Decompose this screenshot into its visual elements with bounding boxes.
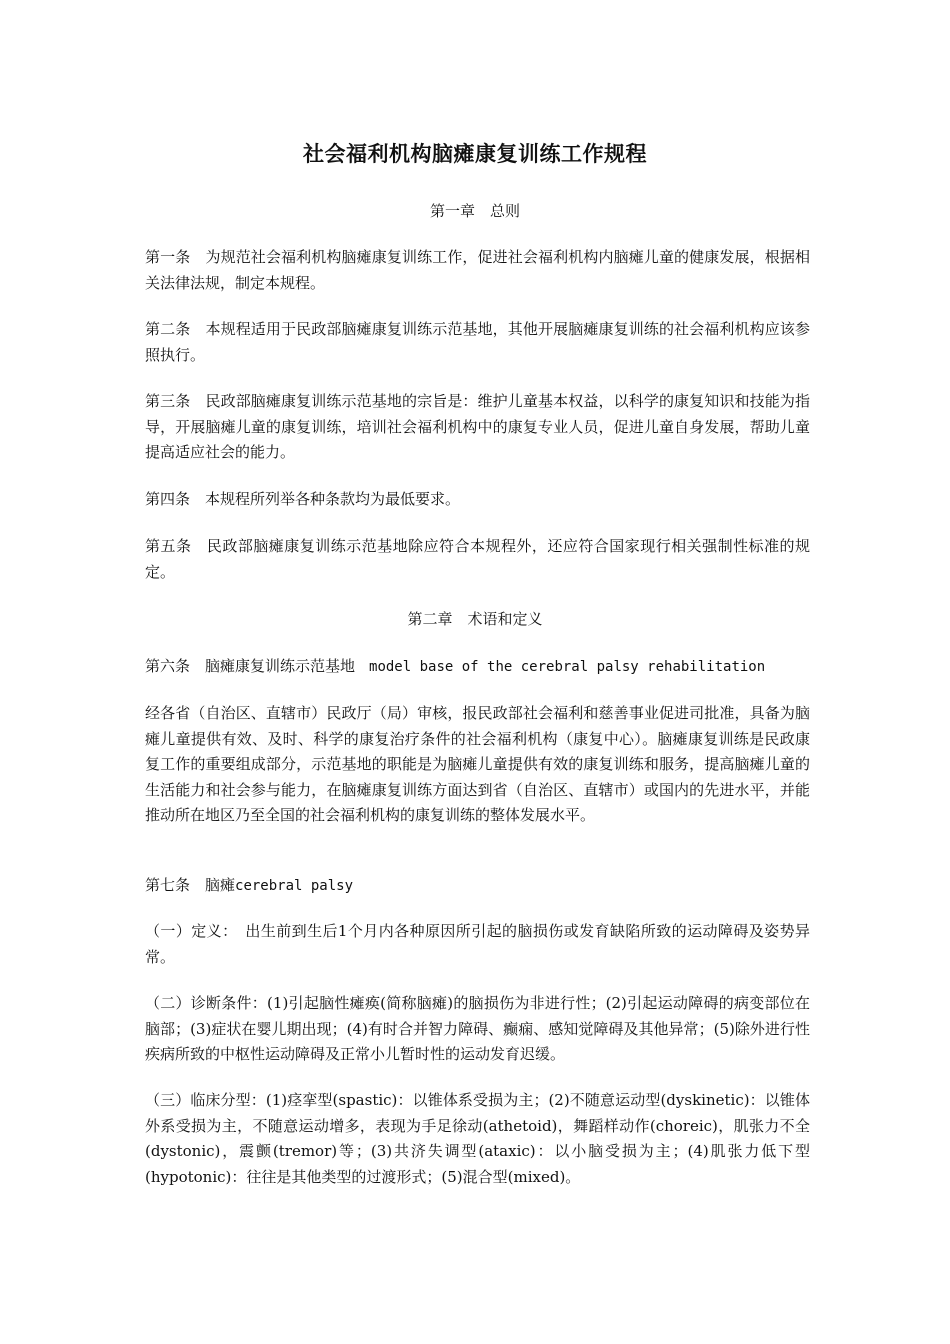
article-7-english-term: cerebral palsy [235,878,354,894]
definition-section: （一）定义： 出生前到生后1个月内各种原因所引起的脑损伤或发育缺陷所致的运动障碍及姿势异常。 [145,922,810,966]
article-3: 第三条 民政部脑瘫康复训练示范基地的宗旨是：维护儿童基本权益，以科学的康复知识和技能为指导，开展脑瘫儿童的康复训练，培训社会福利机构中的康复专业人员，促进儿童自身发展，帮助儿童提高适应社会的能力。 [145,392,810,461]
article-7-heading [145,873,810,900]
clinical-types-section: （三）临床分型：(1)痉挛型(spastic)：以锥体系受损为主；(2)不随意运动型(dyskinetic)：以锥体外系受损为主，不随意运动增多，表现为手足徐动(athetoid)，舞蹈样动作(choreic)，肌张力不全(dystonic)，震颤(tremor)等；(3)共济失调型(ataxic)：以小脑受损为主；(4)肌张力低下型(hypotonic)：往往是其他类型的过渡形式；(5)混合型(mixed)。 [145,1091,810,1186]
diagnosis-section: （二）诊断条件：(1)引起脑性瘫痪(简称脑瘫)的脑损伤为非进行性；(2)引起运动障碍的病变部位在脑部；(3)症状在婴儿期出现；(4)有时合并智力障碍、癫痫、感知觉障碍及其他异常；(5)除外进行性疾病所致的中枢性运动障碍及正常小儿暂时性的运动发育迟缓。 [145,994,810,1063]
article-2: 第二条 本规程适用于民政部脑瘫康复训练示范基地，其他开展脑瘫康复训练的社会福利机构应该参照执行。 [145,320,810,364]
article-1: 第一条 为规范社会福利机构脑瘫康复训练工作，促进社会福利机构内脑瘫儿童的健康发展，根据相关法律法规，制定本规程。 [145,248,810,292]
article-4: 第四条 本规程所列举各种条款均为最低要求。 [145,490,461,508]
article-6-body: 经各省（自治区、直辖市）民政厅（局）审核，报民政部社会福利和慈善事业促进司批准，具备为脑瘫儿童提供有效、及时、科学的康复治疗条件的社会福利机构（康复中心）。脑瘫康复训练是民政康复工作的重要组成部分，示范基地的职能是为脑瘫儿童提供有效的康复训练和服务，提高脑瘫儿童的生活能力和社会参与能力，在脑瘫康复训练方面达到省（自治区、直辖市）或国内的先进水平，并能推动所在地区乃至全国的社会福利机构的康复训练的整体发展水平。 [145,704,810,824]
article-6-title: 第六条 脑瘫康复训练示范基地 [145,657,356,675]
chapter-2-heading: 第二章 术语和定义 [407,610,543,628]
article-6-english-term: model base of the cerebral palsy rehabilitation [369,659,766,675]
article-5: 第五条 民政部脑瘫康复训练示范基地除应符合本规程外，还应符合国家现行相关强制性标准的规定。 [145,537,810,581]
article-6-heading [145,654,810,681]
article-7-title: 第七条 脑瘫 [145,876,236,894]
document-title: 社会福利机构脑瘫康复训练工作规程 [303,141,647,166]
chapter-1-heading: 第一章 总则 [429,202,520,220]
